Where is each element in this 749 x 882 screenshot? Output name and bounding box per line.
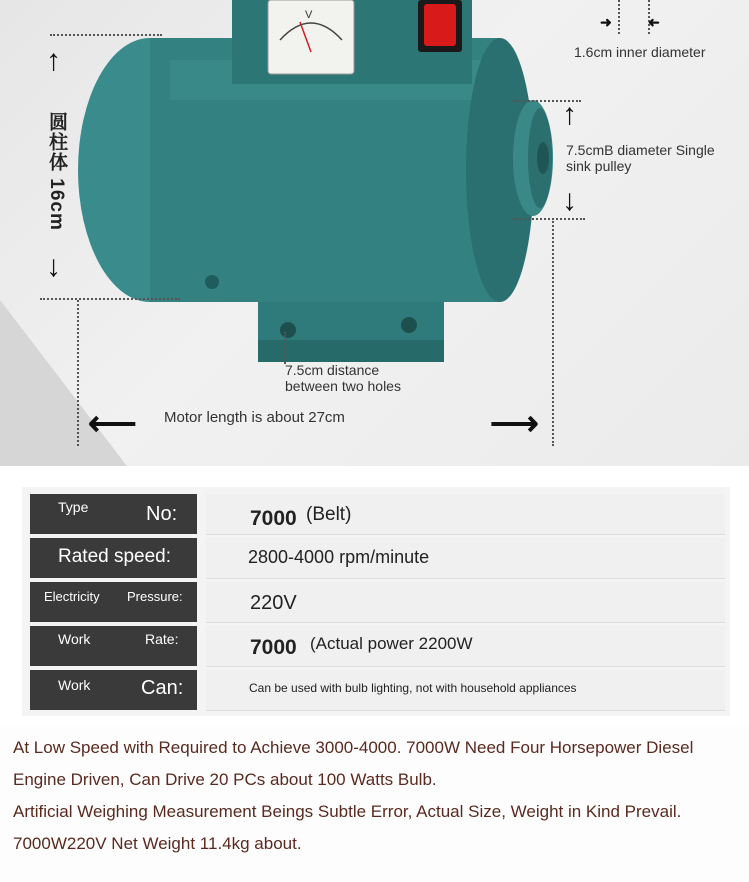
spec-value-cell xyxy=(206,670,725,711)
spec-value-cell xyxy=(206,582,725,623)
spec-label-right: Pressure: xyxy=(127,589,183,604)
description-line: Artificial Weighing Measurement Beings Subtle Error, Actual Size, Weight in Kind Prevail. xyxy=(13,802,682,821)
inner-dia-line-left xyxy=(618,0,620,34)
spec-value-cell xyxy=(206,538,725,579)
spec-row-usage xyxy=(30,670,722,710)
arrow-left-icon: ⟵ xyxy=(88,405,137,443)
spec-value-text: (Actual power 2200W xyxy=(310,634,473,653)
spec-row-voltage xyxy=(30,582,722,622)
spec-row-speed xyxy=(30,538,722,578)
spec-value-cell xyxy=(206,626,725,667)
spec-value-number: 7000 xyxy=(250,636,297,659)
length-label: Motor length is about 27cm xyxy=(164,409,345,426)
spec-label-cell xyxy=(30,582,197,622)
top-dim-line xyxy=(50,34,162,36)
arrow-right-icon: ⟶ xyxy=(490,405,539,443)
spec-label-cell xyxy=(30,626,197,666)
inner-dia-arrow-left-icon: ➜ xyxy=(648,14,660,30)
product-description xyxy=(0,727,749,882)
voltmeter-unit: V xyxy=(305,9,313,21)
power-switch-rocker xyxy=(424,4,456,46)
spec-label-right: Rate: xyxy=(145,631,179,647)
spec-table xyxy=(22,487,730,716)
bottom-dim-line xyxy=(40,298,180,300)
spec-label-left: Electricity xyxy=(44,589,100,604)
spec-label-left: Work xyxy=(58,631,91,647)
spec-label-right: Can: xyxy=(141,677,184,699)
pulley-bottom-line xyxy=(513,218,585,220)
spec-value-cell xyxy=(206,494,725,535)
spec-label-cell xyxy=(30,494,197,534)
length-right-line xyxy=(552,218,554,446)
pulley-arrow-down-icon: ↓ xyxy=(562,184,577,217)
arrow-down-icon: ↓ xyxy=(46,250,61,283)
spec-label-cell xyxy=(30,670,197,710)
spec-row-power xyxy=(30,626,722,666)
spec-value-text: (Belt) xyxy=(306,504,352,525)
description-line: Engine Driven, Can Drive 20 PCs about 100 Watts Bulb. xyxy=(13,770,437,789)
pulley-hub xyxy=(537,142,549,174)
spec-label-cell xyxy=(30,538,197,578)
spec-value-text: Can be used with bulb lighting, not with household appliances xyxy=(249,681,577,695)
arrow-up-icon: ↑ xyxy=(46,44,61,77)
hole-dim-line xyxy=(284,332,286,364)
pulley-label: 7.5cmB diameter Single sink pulley xyxy=(566,142,715,174)
cylinder-height-label: 圆柱体 16cm xyxy=(46,112,67,231)
spec-row-type xyxy=(30,494,722,534)
description-line: At Low Speed with Required to Achieve 3000-4000. 7000W Need Four Horsepower Diesel xyxy=(13,738,694,757)
spec-label-right: No: xyxy=(146,503,178,525)
inner-dia-arrow-right-icon: ➜ xyxy=(600,14,612,30)
spec-value-number: 7000 xyxy=(250,507,297,530)
spec-label-left: Type xyxy=(58,499,89,515)
mount-hole-left xyxy=(280,322,296,338)
mount-hole-right xyxy=(401,317,417,333)
spec-label-left: Work xyxy=(58,677,91,693)
spec-label-full: Rated speed: xyxy=(58,546,172,567)
hole-distance-label: 7.5cm distance between two holes xyxy=(285,362,401,394)
spec-value-text: 2800-4000 rpm/minute xyxy=(248,547,430,567)
length-left-line xyxy=(77,300,79,446)
spec-value-number: 220V xyxy=(250,592,297,614)
description-line: 7000W220V Net Weight 11.4kg about. xyxy=(13,834,302,853)
inner-diameter-label: 1.6cm inner diameter xyxy=(574,44,706,60)
bolt xyxy=(205,275,219,289)
pulley-arrow-up-icon: ↑ xyxy=(562,98,577,131)
